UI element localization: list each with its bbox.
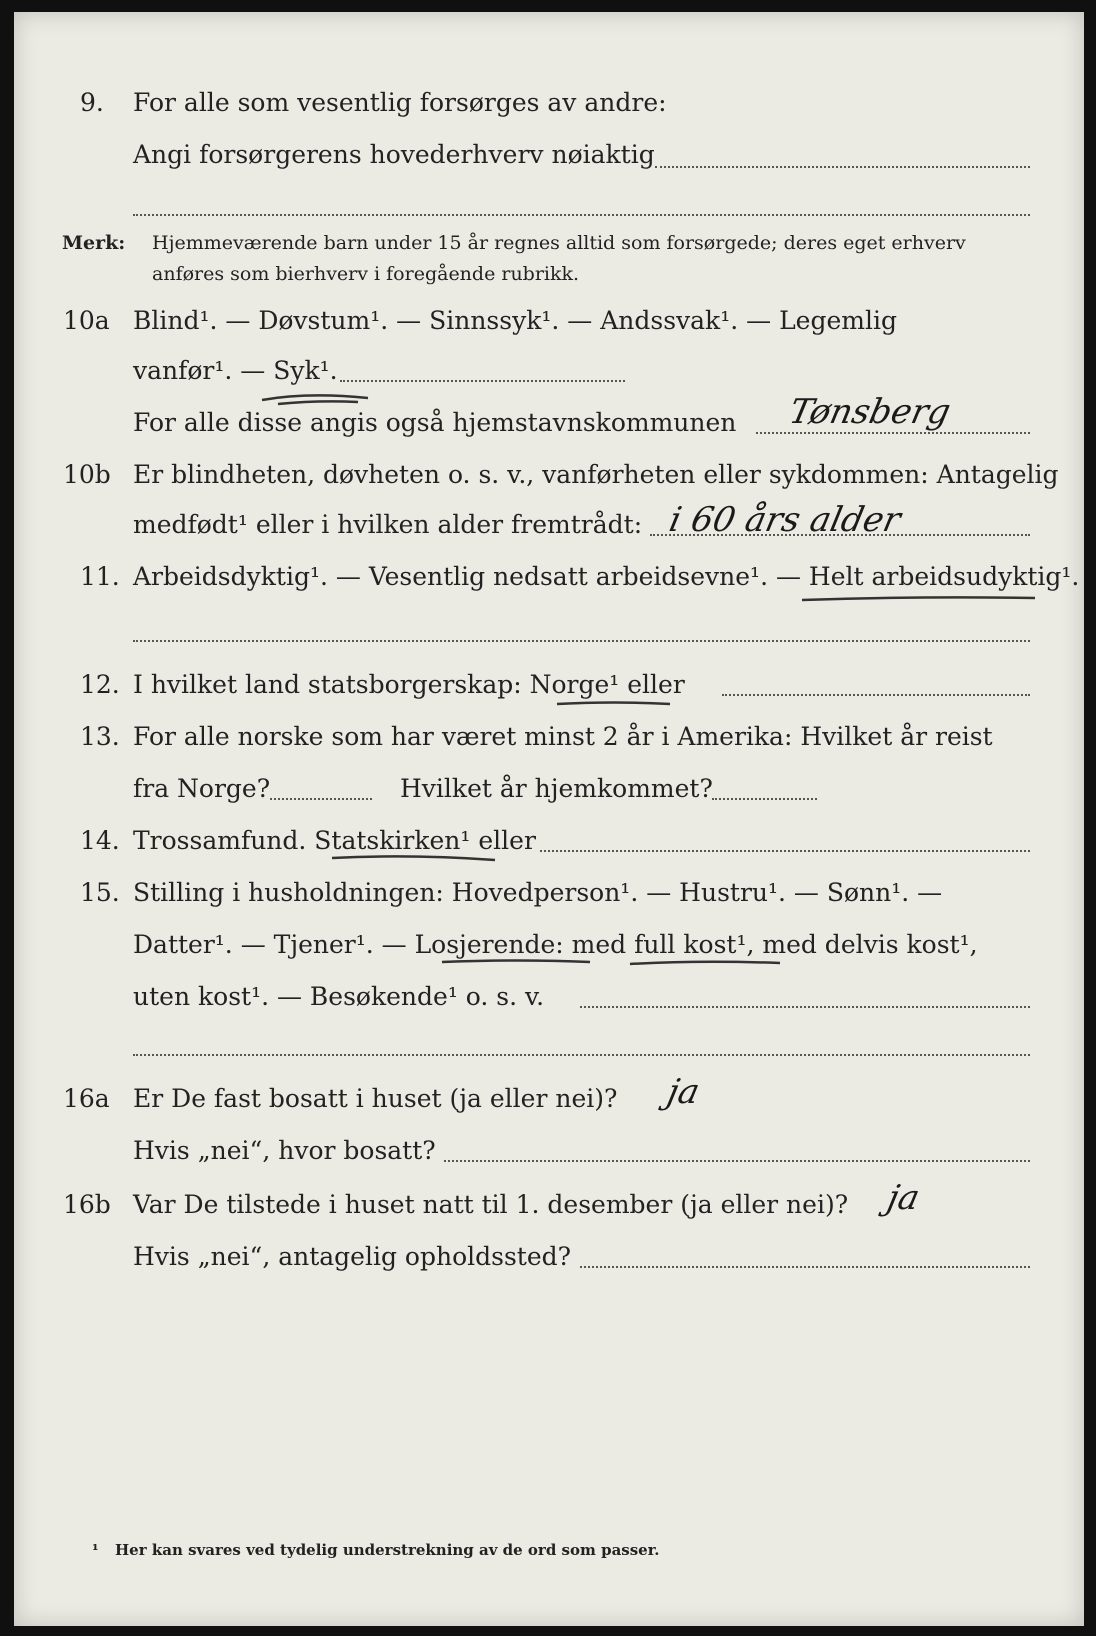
q16b-answer-handwritten: ja [883, 1178, 924, 1218]
q10a-line3: For alle disse angis også hjemstavnskommunen [133, 408, 737, 437]
item-number-15: 15. [80, 878, 120, 907]
q10b-line2: medfødt¹ eller i hvilken alder fremtrådt: [133, 510, 643, 539]
q9-line1: For alle som vesentlig forsørges av andre: [133, 88, 667, 117]
item-number-12: 12. [80, 670, 120, 699]
q13-line1: For alle norske som har været minst 2 år i Amerika: Hvilket år reist [133, 722, 993, 751]
q12-answer-line [722, 694, 1030, 696]
merk-line2: anføres som bierhverv i foregående rubrikk. [152, 263, 580, 285]
merk-label: Merk: [62, 232, 126, 254]
footnote-text: Her kan svares ved tydelig understrekning av de ord som passer. [115, 1541, 660, 1559]
q10a-line1: Blind¹. — Døvstum¹. — Sinnssyk¹. — Andssvak¹. — Legemlig [133, 306, 897, 335]
q16b-answer-line [580, 1266, 1030, 1268]
q11-answer-line-2 [133, 640, 1030, 642]
q9-answer-line-2 [133, 214, 1030, 216]
q15-answer-line-2 [133, 1054, 1030, 1056]
q15-line3: uten kost¹. — Besøkende¹ o. s. v. [133, 982, 545, 1011]
q11-underline-answer [800, 592, 1040, 606]
item-number-11: 11. [80, 562, 120, 591]
merk-line1: Hjemmeværende barn under 15 år regnes alltid som forsørgede; deres eget erhverv [152, 232, 966, 254]
q10b-answer-handwritten: i 60 års alder [665, 500, 905, 540]
q12-underline-norge [555, 698, 675, 710]
q10b-line1: Er blindheten, døvheten o. s. v., vanførheten eller sykdommen: Antagelig [133, 460, 1059, 489]
q10a-answer-line [756, 432, 1030, 434]
footnote-mark: ¹ [92, 1541, 99, 1559]
q12-line1: I hvilket land statsborgerskap: Norge¹ eller [133, 670, 685, 699]
q10a-line2-dots [340, 380, 625, 382]
q9-line2: Angi forsørgerens hovederhverv nøiaktig [133, 140, 655, 169]
q13-hjemkommet-line [712, 798, 817, 800]
q15-underline-losjerende [440, 956, 790, 970]
q16b-line1: Var De tilstede i huset natt til 1. desember (ja eller nei)? [133, 1190, 849, 1219]
item-number-10a: 10a [63, 306, 110, 335]
q10a-line2: vanfør¹. — Syk¹. [133, 356, 338, 385]
q14-answer-line [540, 850, 1030, 852]
q16b-line2: Hvis „nei“, antagelig opholdssted? [133, 1242, 572, 1271]
item-number-9: 9. [80, 88, 104, 117]
q15-line1: Stilling i husholdningen: Hovedperson¹. — Hustru¹. — Sønn¹. — [133, 878, 943, 907]
q10a-underline-syk [258, 390, 378, 410]
item-number-16b: 16b [63, 1190, 111, 1219]
item-number-13: 13. [80, 722, 120, 751]
item-number-10b: 10b [63, 460, 111, 489]
q13-reist-line [270, 798, 372, 800]
q14-underline-statskirken [330, 852, 500, 866]
q14-line1: Trossamfund. Statskirken¹ eller [133, 826, 536, 855]
q15-line2: Datter¹. — Tjener¹. — Losjerende: med full kost¹, med delvis kost¹, [133, 930, 978, 959]
q16a-answer-line [444, 1160, 1030, 1162]
item-number-16a: 16a [63, 1084, 110, 1113]
q15-answer-line [580, 1006, 1030, 1008]
item-number-14: 14. [80, 826, 120, 855]
q16a-line1: Er De fast bosatt i huset (ja eller nei)? [133, 1084, 618, 1113]
q9-answer-line [655, 166, 1030, 168]
q16a-answer-handwritten: ja [663, 1072, 704, 1112]
q10a-answer-handwritten: Tønsberg [785, 392, 955, 432]
q11-line1: Arbeidsdyktig¹. — Vesentlig nedsatt arbeidsevne¹. — Helt arbeidsudyktig¹. [133, 562, 1080, 591]
q16a-line2: Hvis „nei“, hvor bosatt? [133, 1136, 436, 1165]
q13-line2a: fra Norge? [133, 774, 271, 803]
q13-line2b: Hvilket år hjemkommet? [400, 774, 713, 803]
